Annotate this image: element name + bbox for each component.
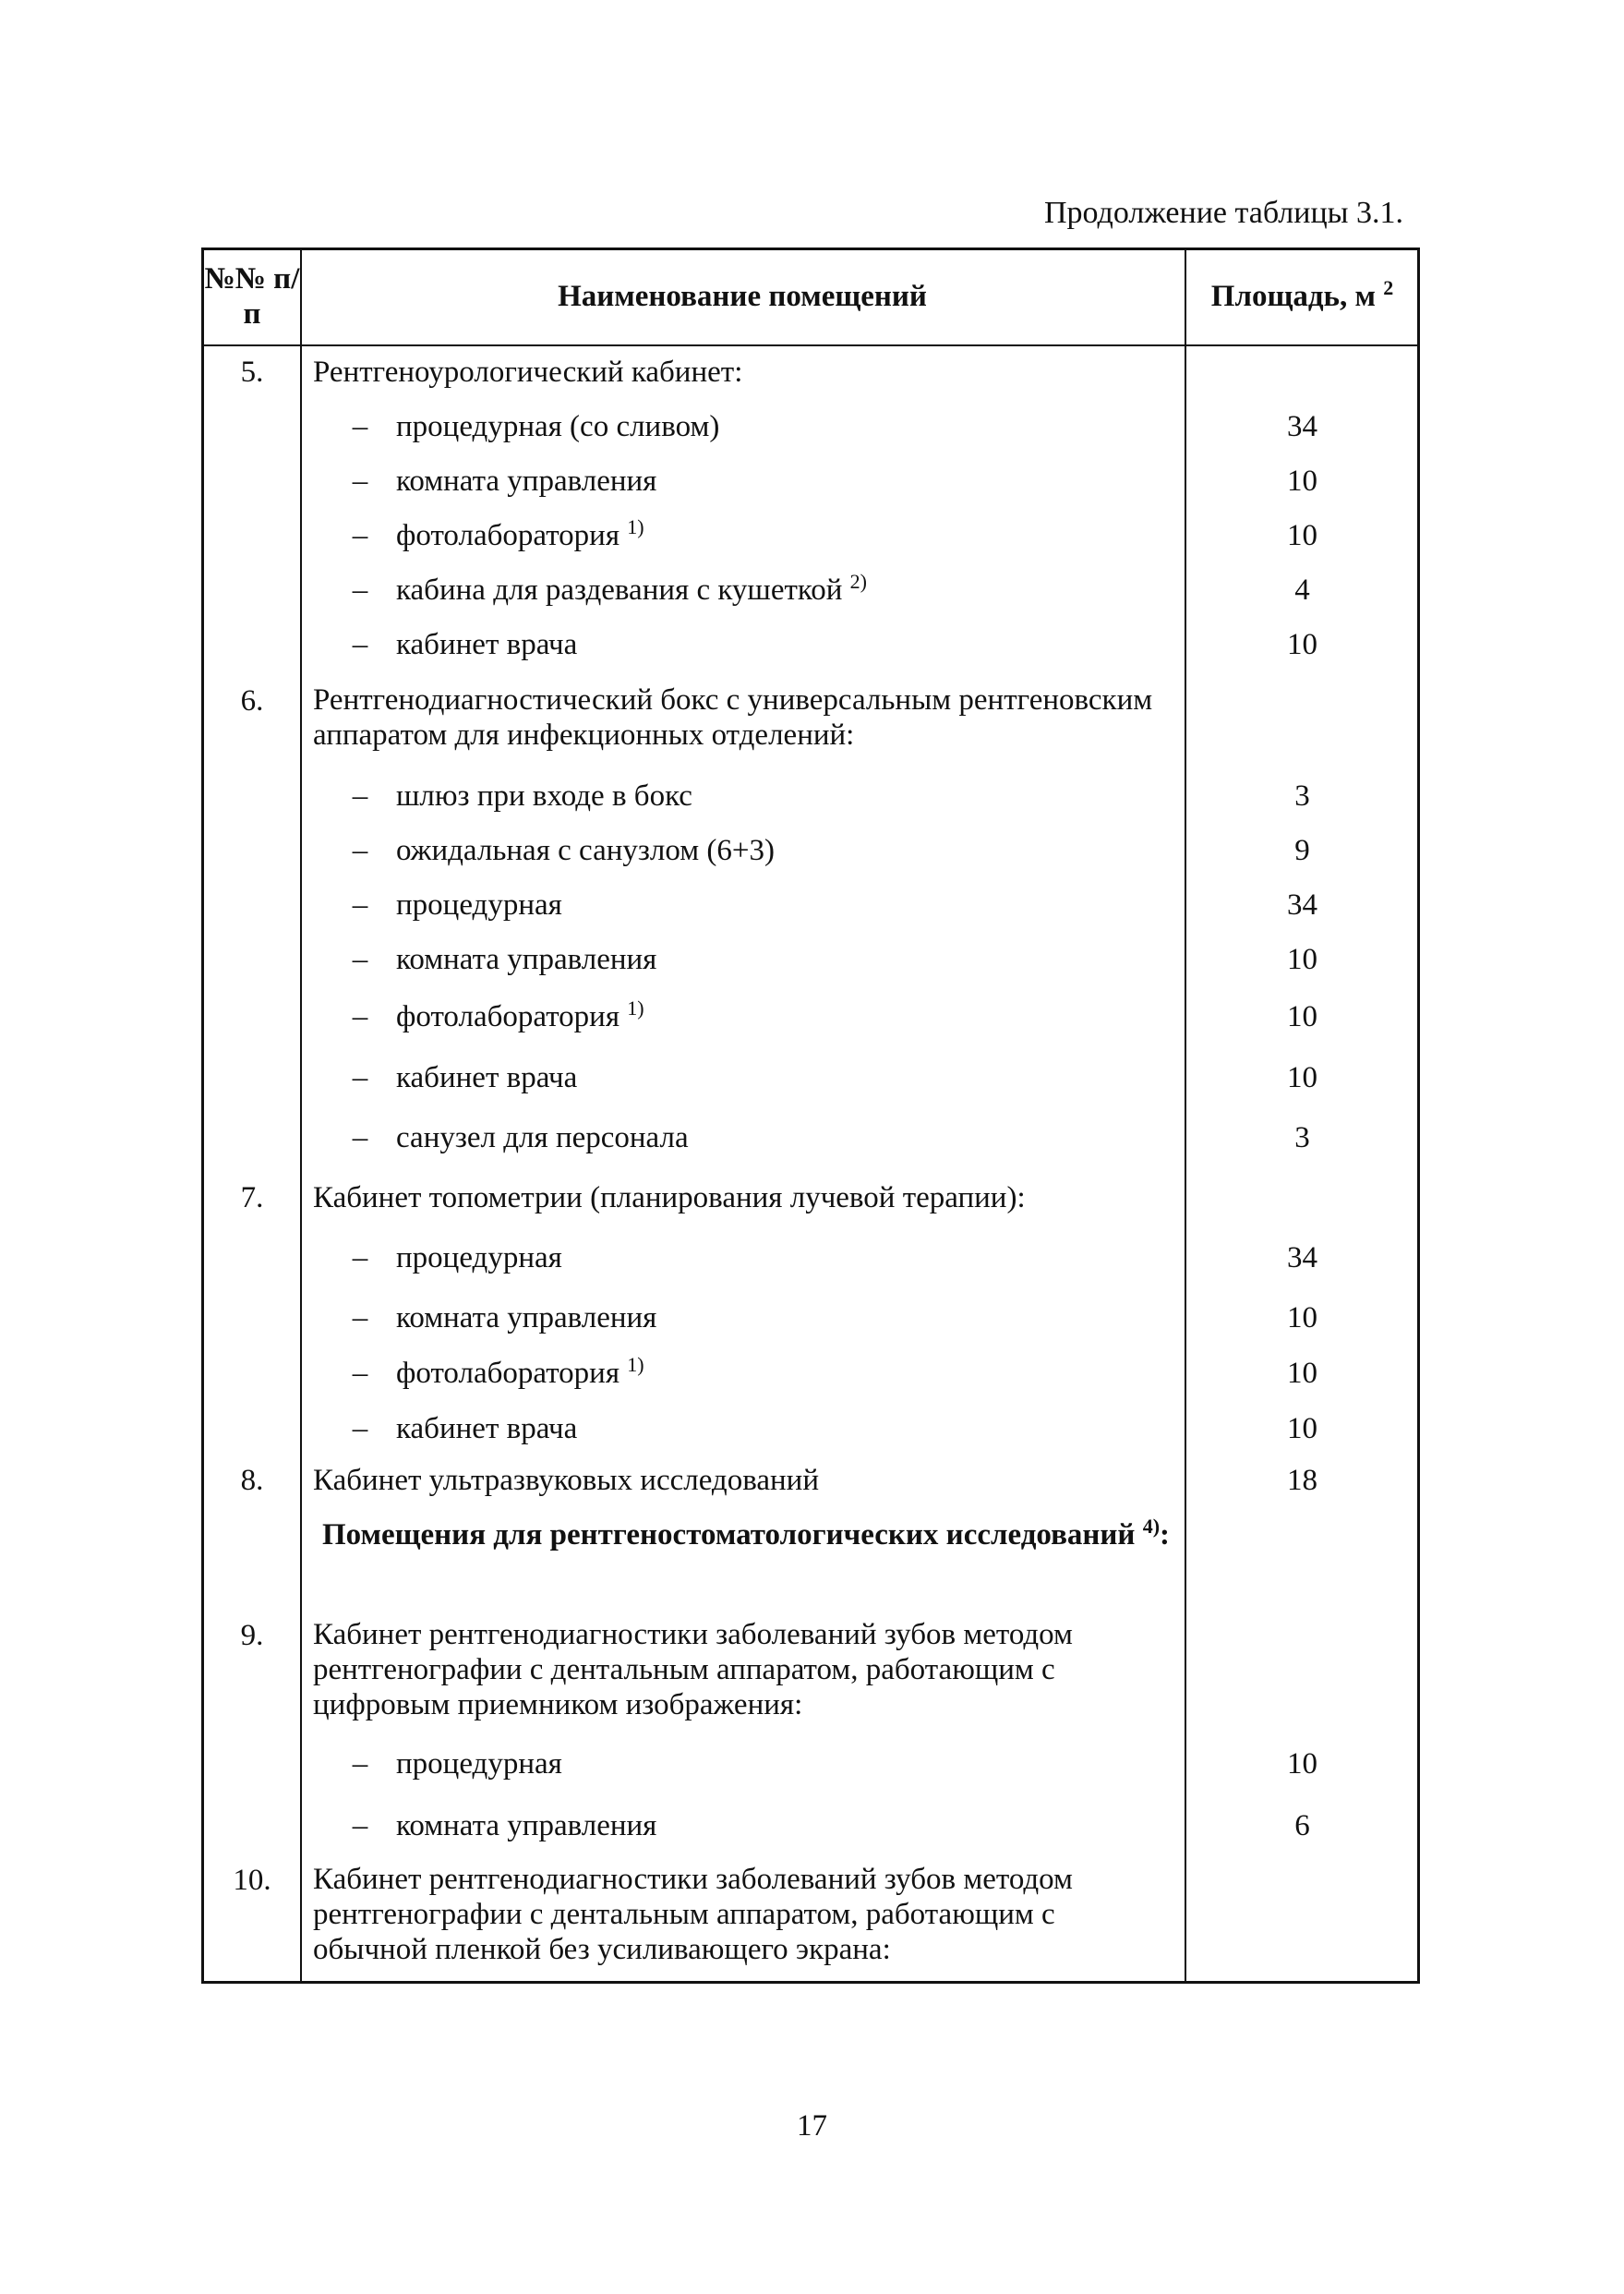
area-value: 10: [1287, 1061, 1317, 1094]
list-dash: –: [352, 1412, 368, 1445]
list-item: комната управления: [396, 943, 657, 976]
list-dash: –: [352, 1301, 368, 1334]
footnote-mark: 1): [627, 996, 644, 1020]
section-title: Кабинет топометрии (планирования лучевой терапии):: [313, 1181, 1026, 1214]
area-value: 6: [1294, 1809, 1310, 1842]
table-caption: Продолжение таблицы 3.1.: [1043, 196, 1403, 230]
header-area: Площадь, м $^2$: [1210, 276, 1394, 313]
column-divider: [1185, 250, 1186, 1981]
header-num: №№ п/п: [204, 262, 300, 331]
area-value: 10: [1287, 465, 1317, 498]
group-subheading: Помещения для рентгеностоматологических исследований $^{4)}$:: [322, 1515, 1171, 1551]
area-value: 34: [1287, 888, 1317, 922]
list-dash: –: [352, 1121, 368, 1154]
list-dash: –: [352, 519, 368, 552]
list-dash: –: [352, 465, 368, 498]
list-dash: –: [352, 1357, 368, 1390]
row-number: 10.: [233, 1864, 271, 1897]
list-dash: –: [352, 834, 368, 867]
area-value: 34: [1287, 410, 1317, 443]
header-divider: [204, 344, 1417, 346]
section-title: Рентгенодиагностический бокс с универсальным рентгеновским аппаратом для инфекционных отделений:: [313, 683, 1153, 752]
area-value: 10: [1287, 1747, 1317, 1781]
list-dash: –: [352, 1061, 368, 1094]
list-item: шлюз при входе в бокс: [396, 779, 692, 813]
area-value: 10: [1287, 1357, 1317, 1390]
list-item: комната управления: [396, 1809, 657, 1842]
row-number: 7.: [240, 1181, 264, 1214]
list-item: процедурная: [396, 888, 562, 922]
section-title: Кабинет рентгенодиагностики заболеваний зубов методом рентгенографии с дентальным аппаратом, работающим с обычной пленкой без усиливающего экрана:: [313, 1863, 1073, 1966]
footnote-mark: 4): [1142, 1515, 1161, 1538]
column-divider: [300, 250, 302, 1981]
list-item: санузел для персонала: [396, 1121, 689, 1154]
section-title: Кабинет рентгенодиагностики заболеваний зубов методом рентгенографии с дентальным аппаратом, работающим с цифровым приемником изображения:: [313, 1618, 1073, 1721]
area-value: 10: [1287, 1000, 1317, 1033]
list-item: кабинет врача: [396, 628, 578, 661]
rooms-table: [201, 248, 1420, 1984]
list-dash: –: [352, 410, 368, 443]
area-value: 10: [1287, 1301, 1317, 1334]
list-item: комната управления: [396, 465, 657, 498]
list-dash: –: [352, 943, 368, 976]
list-item: процедурная: [396, 1747, 562, 1781]
list-item: фотолаборатория $^{1)}$: [396, 1353, 644, 1390]
area-value: 34: [1287, 1241, 1317, 1274]
row-number: 9.: [240, 1619, 264, 1652]
footnote-mark: 1): [627, 515, 644, 538]
list-dash: –: [352, 1747, 368, 1781]
header-name: Наименование помещений: [558, 280, 927, 313]
area-value: 10: [1287, 628, 1317, 661]
row-number: 6.: [240, 684, 264, 718]
area-value: 10: [1287, 1412, 1317, 1445]
list-item: ожидальная с санузлом (6+3): [396, 834, 775, 867]
list-dash: –: [352, 628, 368, 661]
area-value: 10: [1287, 943, 1317, 976]
row-number: 8.: [240, 1464, 264, 1497]
list-item: процедурная (со сливом): [396, 410, 720, 443]
list-dash: –: [352, 574, 368, 607]
section-title: Кабинет ультразвуковых исследований: [313, 1464, 819, 1497]
area-value: 18: [1287, 1464, 1317, 1497]
footnote-mark: 1): [627, 1353, 644, 1376]
list-item: комната управления: [396, 1301, 657, 1334]
list-item: фотолаборатория $^{1)}$: [396, 996, 644, 1033]
list-item: кабина для раздевания с кушеткой $^{2)}$: [396, 570, 867, 607]
page-number: 17: [797, 2109, 827, 2143]
list-dash: –: [352, 779, 368, 813]
footnote-mark: 2): [849, 570, 867, 593]
area-value: 3: [1294, 1121, 1310, 1154]
area-value: 3: [1294, 779, 1310, 813]
list-dash: –: [352, 1241, 368, 1274]
section-title: Рентгеноурологический кабинет:: [313, 356, 743, 389]
list-item: кабинет врача: [396, 1412, 578, 1445]
row-number: 5.: [240, 356, 264, 389]
area-value: 10: [1287, 519, 1317, 552]
list-dash: –: [352, 888, 368, 922]
list-item: процедурная: [396, 1241, 562, 1274]
list-dash: –: [352, 1809, 368, 1842]
area-value: 9: [1294, 834, 1310, 867]
list-item: фотолаборатория $^{1)}$: [396, 515, 644, 552]
area-value: 4: [1294, 574, 1310, 607]
list-dash: –: [352, 1000, 368, 1033]
list-item: кабинет врача: [396, 1061, 578, 1094]
